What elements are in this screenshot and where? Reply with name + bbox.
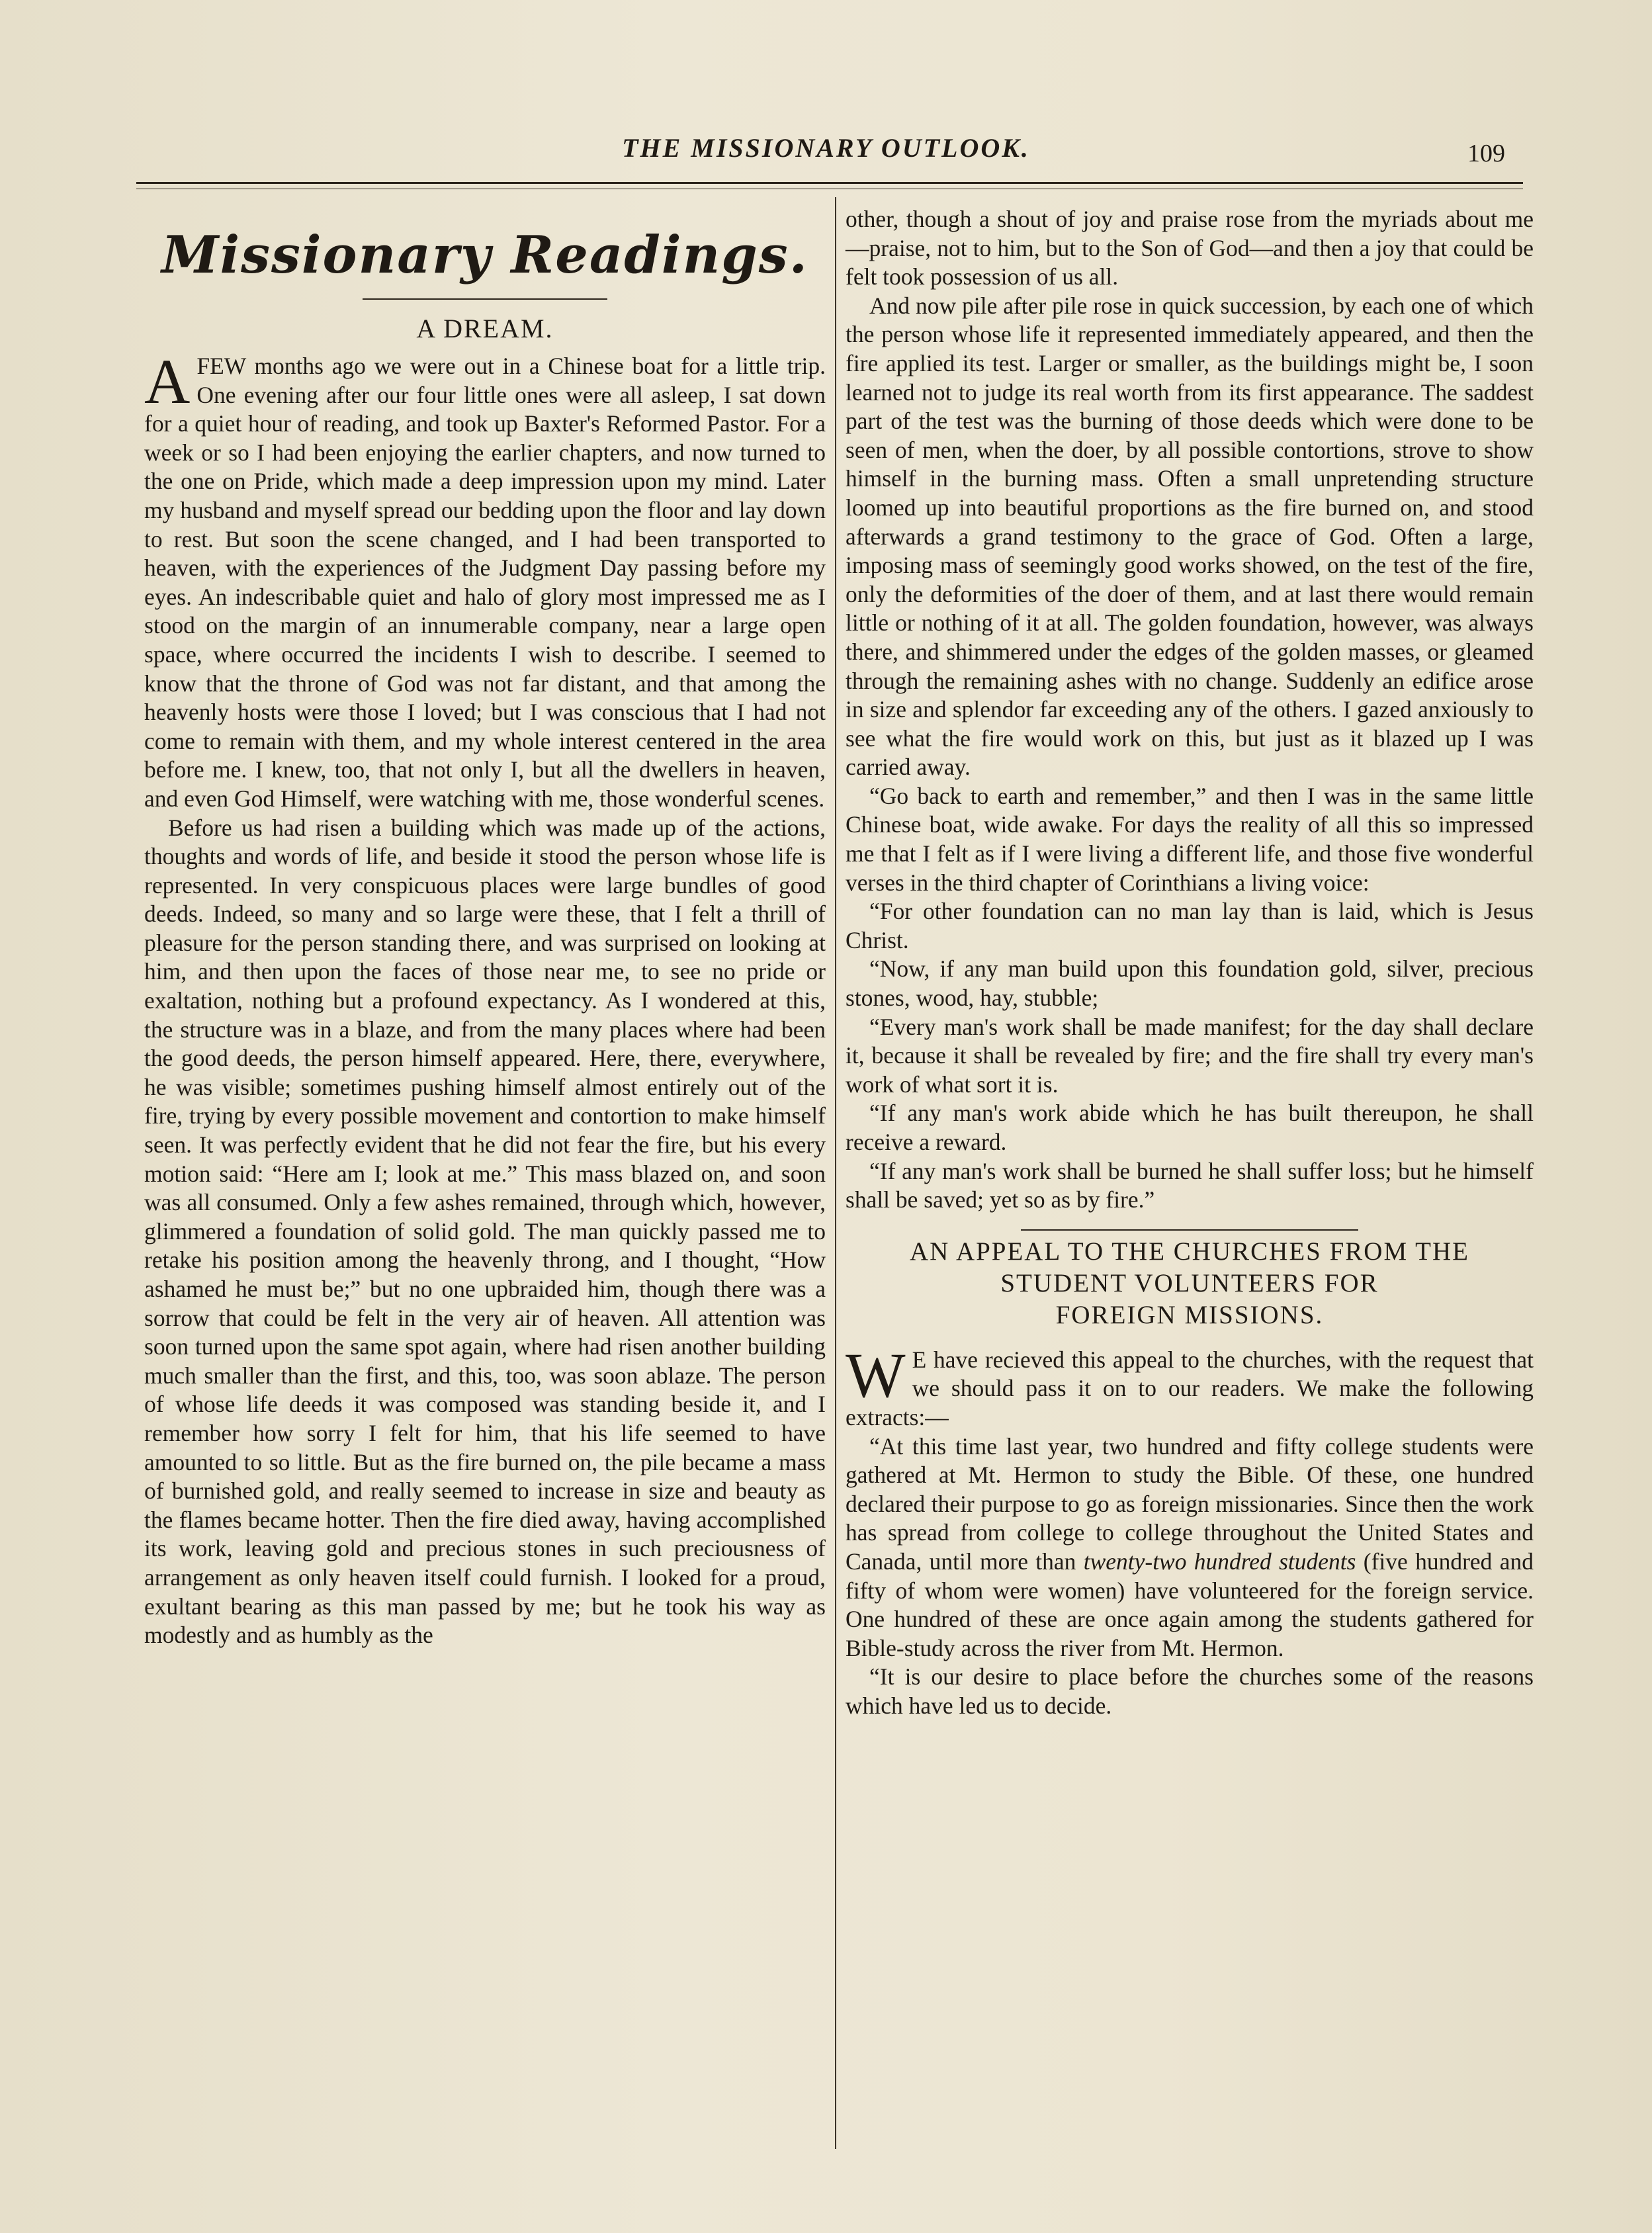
scripture-quote: “For other foundation can no man lay than is laid, which is Jesus Christ. bbox=[846, 898, 1534, 953]
drop-cap: W bbox=[846, 1339, 906, 1411]
article-title-appeal bbox=[846, 1236, 1534, 1331]
page-number: 109 bbox=[1467, 140, 1505, 167]
paragraph bbox=[846, 1432, 1534, 1663]
section-rule bbox=[363, 298, 607, 300]
article-separator bbox=[1021, 1229, 1358, 1231]
paragraph: “Go back to earth and remember,” and then I was in the same little Chinese boat, wide awake. For days the reality of all this so impressed me that I felt as if I were living a different life, and those five wonderful verses in the third chapter of Corinthians a living voice: bbox=[846, 782, 1534, 896]
section-title: Missionary Readings. bbox=[161, 225, 808, 285]
paragraph bbox=[144, 346, 826, 814]
article-appeal-body bbox=[846, 1339, 1534, 1721]
paragraph-text: (five hundred and fifty of whom were women) have volunteered for the foreign service. One hundred of these are once again among the students gathered for Bible-study across the river from Mt. Hermon. bbox=[846, 1548, 1534, 1661]
right-column bbox=[846, 205, 1534, 1721]
column-divider bbox=[835, 197, 836, 2149]
drop-cap: A bbox=[144, 346, 191, 417]
article-dream-body bbox=[144, 346, 826, 1650]
title-line: AN APPEAL TO THE CHURCHES FROM THE bbox=[910, 1237, 1469, 1266]
scripture-quote: “If any man's work abide which he has built thereupon, he shall receive a reward. bbox=[846, 1100, 1534, 1155]
title-line: FOREIGN MISSIONS. bbox=[1055, 1300, 1324, 1329]
header-rule bbox=[136, 182, 1523, 184]
article-dream-continued bbox=[846, 205, 1534, 1215]
left-column bbox=[144, 205, 826, 1650]
paragraph: And now pile after pile rose in quick succession, by each one of which the person whose life it represented immediately appeared, and then the fire applied its test. Larger or smaller, as the buildings might be, I soon learned not to judge its real worth from its first appearance. The saddest part of the test was the burning of those deeds which were done to be seen of men, when the doer, by all possible contortions, strove to show himself in the burning mass. Often a small unpretending structure loomed up into beautiful proportions as the fire burned on, and stood afterwards a grand testimony to the grace of God. Often a large, imposing mass of seemingly good works showed, on the test of the fire, only the deformities of the doer of them, and at last there would remain little or nothing of it at all. The golden foundation, however, was always there, and shimmered under the edges of the golden masses, or gleamed through the remaining ashes with no change. Suddenly an edifice arose in size and splendor far exceeding any of the others. I gazed anxiously to see what the fire would work on this, but just as it blazed up I was carried away. bbox=[846, 292, 1534, 781]
paragraph: “It is our desire to place before the churches some of the reasons which have led us to decide. bbox=[846, 1663, 1534, 1719]
scripture-quote: “If any man's work shall be burned he shall suffer loss; but he himself shall be saved; yet so as by fire.” bbox=[846, 1157, 1534, 1213]
paragraph: other, though a shout of joy and praise rose from the myriads about me—praise, not to him, but to the Son of God—and then a joy that could be felt took possession of us all. bbox=[846, 206, 1534, 290]
paragraph-text: E have recieved this appeal to the churches, with the request that we should pass it on to our readers. We make the following extracts:— bbox=[846, 1346, 1534, 1430]
scripture-quote: “Now, if any man build upon this foundation gold, silver, precious stones, wood, hay, stubble; bbox=[846, 955, 1534, 1012]
italic-text: twenty-two hundred students bbox=[1083, 1548, 1356, 1575]
article-title-dream: A DREAM. bbox=[416, 314, 554, 343]
scripture-quote: “Every man's work shall be made manifest; for the day shall declare it, because it shall be revealed by fire; and the fire shall try every man's work of what sort it is. bbox=[846, 1013, 1534, 1098]
paragraph-text: FEW months ago we were out in a Chinese boat for a little trip. One evening after our four little ones were all asleep, I sat down for a quiet hour of reading, and took up Baxter's Reformed Pastor. For a week or so I had been enjoying the earlier chapters, and now turned to the one on Pride, which made a deep impression upon my mind. Later my husband and myself spread our bedding upon the floor and lay down to rest. But soon the scene changed, and I had been transported to heaven, with the experiences of the Judgment Day passing before my eyes. An indescribable quiet and halo of glory most impressed me as I stood on the margin of an innumerable company, near a large open space, where occurred the incidents I wish to describe. I seemed to know that the throne of God was not far distant, and that among the heavenly hosts were those I loved; but I was conscious that I had not come to remain with them, and my whole interest centered in the area before me. I knew, too, that not only I, but all the dwellers in heaven, and even God Himself, were watching with me, those wonderful scenes. bbox=[144, 353, 826, 812]
paragraph bbox=[846, 1339, 1534, 1432]
running-header: THE MISSIONARY OUTLOOK. bbox=[622, 133, 1030, 163]
paragraph: Before us had risen a building which was made up of the actions, thoughts and words of life, and beside it stood the person whose life is represented. In very conspicuous places were large bundles of good deeds. Indeed, so many and so large were these, that I felt a thrill of pleasure for the person standing there, and was surprised on looking at him, and then upon the faces of those near me, to see no pride or exaltation, nothing but a profound expectancy. As I wondered at this, the structure was in a blaze, and from the many places where had been the good deeds, the person himself appeared. Here, there, everywhere, he was visible; sometimes pushing himself almost entirely out of the fire, trying by every possible movement and contortion to make himself seen. It was perfectly evident that he did not fear the fire, but his every motion said: “Here am I; look at me.” This mass blazed on, and soon was all consumed. Only a few ashes remained, through which, however, glimmered a foundation of solid gold. The man quickly passed me to retake his position among the heavenly throng, and I thought, “How ashamed he must be;” but no one upbraided him, though there was a sorrow that could be felt in the very air of heaven. All attention was soon turned upon the same spot again, where had risen another building much smaller than the first, and this, too, was soon ablaze. The person of whose life deeds it was composed was standing beside it, and I remember how sorry I felt for him, that his life seemed to have amounted to so little. But as the fire burned on, the pile became a mass of burnished gold, and really seemed to increase in size and beauty as the flames became hotter. Then the fire died away, having accomplished its work, leaving gold and precious stones in such preciousness of arrangement as only heaven itself could furnish. I looked for a proud, exultant bearing as this man passed by me; but he took his way as modestly and as humbly as the bbox=[144, 814, 826, 1649]
title-line: STUDENT VOLUNTEERS FOR bbox=[1000, 1268, 1379, 1297]
paragraph-text: “At this time last year, two hundred and fifty college students were gathered at Mt. Hermon to study the Bible. Of these, one hundred declared their purpose to go as foreign missionaries. Since then the work has spread from college to college throughout the United States and Canada, until more than bbox=[846, 1432, 1534, 1575]
